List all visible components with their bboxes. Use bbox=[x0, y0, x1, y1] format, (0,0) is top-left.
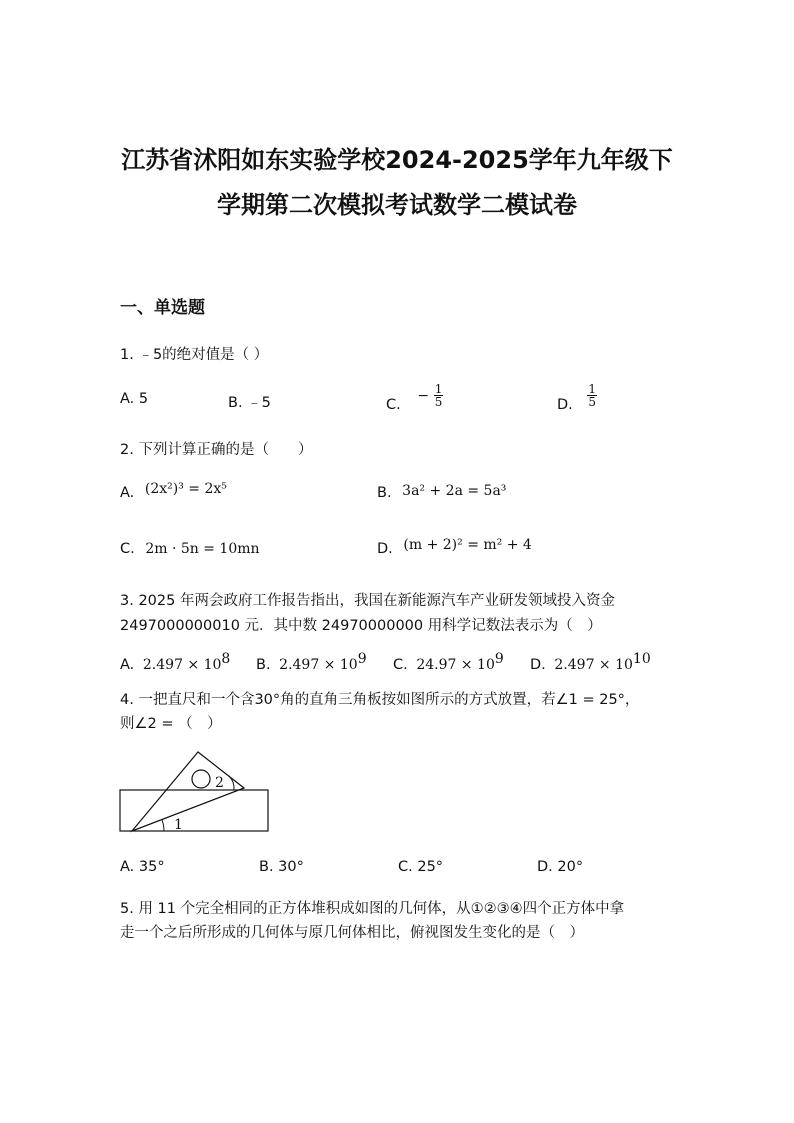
option-d-label: D. bbox=[377, 541, 393, 557]
question-1-option-a: A. 5 bbox=[120, 391, 149, 407]
question-3-option-a bbox=[120, 651, 230, 673]
option-b-base: 2.497 × 10 bbox=[279, 656, 358, 673]
option-c-exponent: 9 bbox=[494, 651, 504, 667]
question-5-stem-line1: 5. 用 11 个完全相同的正方体堆积成如图的几何体，从①②③④四个正方体中拿 bbox=[120, 901, 625, 917]
question-4-option-b: B. 30° bbox=[259, 859, 304, 875]
option-c-label: C. bbox=[386, 397, 401, 413]
fraction-numerator: 1 bbox=[434, 382, 443, 396]
question-3-option-c bbox=[393, 651, 504, 673]
ruler-triangle-figure bbox=[118, 750, 270, 834]
option-a-label: A. bbox=[120, 485, 135, 501]
option-a-label: A. bbox=[120, 656, 135, 673]
option-c-expression: 2m · 5n = 10mn bbox=[145, 541, 260, 557]
option-b-exponent: 9 bbox=[357, 651, 367, 667]
question-2-stem: 2. 下列计算正确的是（ ） bbox=[120, 442, 313, 458]
option-c-fraction bbox=[434, 383, 444, 408]
option-c-label: C. bbox=[393, 656, 408, 673]
question-1-stem: 1. ﹣5的绝对值是（ ） bbox=[120, 347, 269, 363]
question-2-option-b bbox=[377, 485, 506, 501]
question-1-option-d bbox=[557, 383, 597, 413]
section-heading-single-choice: 一、单选题 bbox=[120, 298, 205, 318]
option-a-base: 2.497 × 10 bbox=[142, 656, 222, 673]
angle-1-label: 1 bbox=[174, 817, 183, 833]
question-3-stem-line1: 3. 2025 年两会政府工作报告指出，我国在新能源汽车产业研发领域投入资金 bbox=[120, 593, 615, 609]
question-2-option-d bbox=[377, 537, 532, 557]
question-5-stem-line2: 走一个之后所形成的几何体与原几何体相比，俯视图发生变化的是（ ） bbox=[120, 925, 584, 941]
question-2-option-c bbox=[120, 541, 260, 557]
fraction-denominator: 5 bbox=[434, 395, 443, 409]
fraction-numerator: 1 bbox=[588, 382, 597, 396]
question-1-option-b: B. ﹣5 bbox=[228, 395, 271, 411]
option-d-exponent: 10 bbox=[632, 651, 651, 667]
option-a-expression: (2x²)³ = 2x⁵ bbox=[144, 481, 227, 497]
exam-title-line2: 学期第二次模拟考试数学二模试卷 bbox=[217, 191, 577, 219]
exam-title-line1: 江苏省沭阳如东实验学校2024-2025学年九年级下 bbox=[121, 146, 673, 174]
question-4-option-d: D. 20° bbox=[537, 859, 584, 875]
fraction-denominator: 5 bbox=[588, 395, 597, 409]
option-c-label: C. bbox=[120, 541, 135, 557]
option-d-base: 2.497 × 10 bbox=[554, 656, 633, 673]
option-b-label: B. bbox=[377, 485, 392, 501]
option-a-exponent: 8 bbox=[221, 651, 231, 667]
set-square-triangle bbox=[132, 752, 244, 831]
triangle-hole-circle bbox=[192, 770, 210, 788]
question-2-option-a bbox=[120, 481, 227, 501]
triangle-hypotenuse bbox=[132, 788, 244, 831]
angle-1-arc bbox=[162, 820, 164, 831]
question-4-stem-line2: 则∠2 = （ ） bbox=[120, 716, 222, 732]
question-3-option-b bbox=[256, 651, 367, 673]
question-3-stem-line2: 2497000000010 元．其中数 24970000000 用科学记数法表示为（ ） bbox=[120, 618, 602, 634]
option-d-fraction bbox=[587, 383, 597, 408]
option-c-sign: − bbox=[417, 387, 430, 404]
option-b-expression: 3a² + 2a = 5a³ bbox=[402, 483, 507, 499]
option-b-label: B. bbox=[256, 656, 271, 673]
option-c-base: 24.97 × 10 bbox=[416, 656, 495, 673]
option-d-expression: (m + 2)² = m² + 4 bbox=[403, 537, 532, 553]
question-1-option-c bbox=[386, 383, 443, 413]
option-d-label: D. bbox=[530, 656, 546, 673]
question-4-option-c: C. 25° bbox=[398, 859, 444, 875]
ruler-rect bbox=[120, 790, 268, 831]
option-d-label: D. bbox=[557, 397, 573, 413]
question-4-stem-line1: 4. 一把直尺和一个含30°角的直角三角板按如图所示的方式放置，若∠1 = 25°， bbox=[120, 692, 640, 708]
question-3-option-d bbox=[530, 651, 651, 673]
question-4-option-a: A. 35° bbox=[120, 859, 165, 875]
angle-2-label: 2 bbox=[215, 775, 224, 791]
